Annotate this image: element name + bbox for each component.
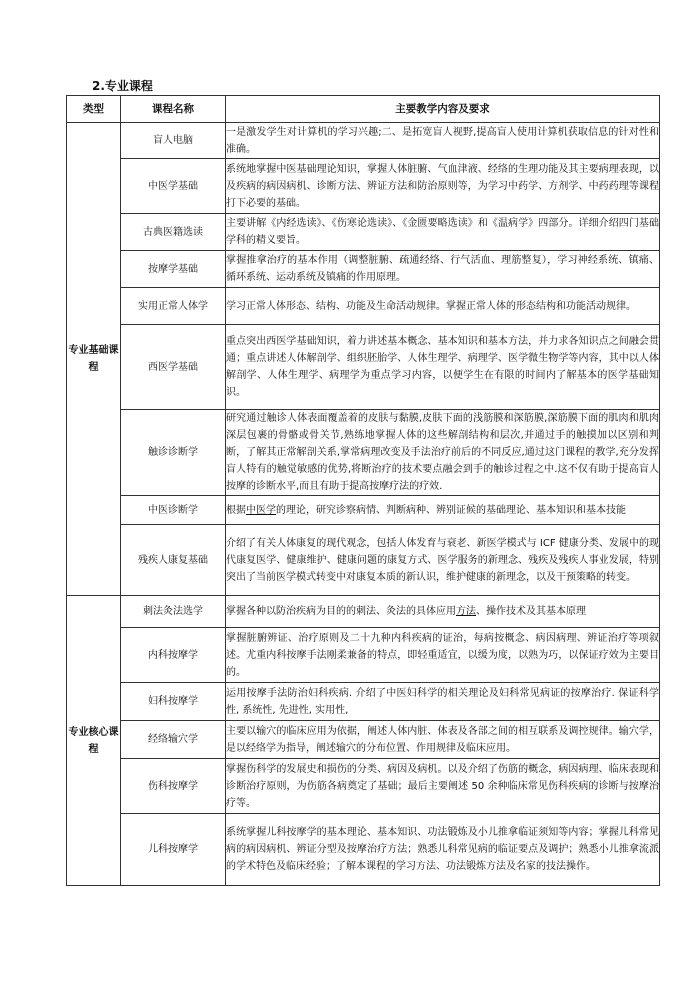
table-row (67, 628, 660, 683)
table-row (67, 288, 660, 325)
course-desc: 一是激发学生对计算机的学习兴趣;二、是拓宽盲人视野,提高盲人使用计算机获取信息的针对性和准确。 (226, 123, 660, 159)
course-table (66, 95, 660, 886)
course-desc: 主要讲解《内经选读》、《伤寒论选读》、《金匮要略选读》和《温病学》四部分。详细介绍四门基础学科的精义要旨。 (226, 214, 660, 251)
header-type: 类型 (67, 96, 121, 123)
course-name: 妇科按摩学 (121, 683, 226, 721)
course-desc: 学习正常人体形态、结构、功能及生命活动规律。掌握正常人体的形态结构和功能活动规律。 (226, 288, 660, 325)
section-title: 2.专业课程 (92, 79, 153, 93)
table-row (67, 214, 660, 251)
course-name: 按摩学基础 (121, 251, 226, 288)
header-course-name: 课程名称 (121, 96, 226, 123)
course-desc: 系统掌握儿科按摩学的基本理论、基本知识、功法锻炼及小儿推拿临证须知等内容；掌握儿科常见病的病因病机、辨证分型及按摩治疗方法；熟悉儿科常见病的临证要点及调护；熟悉小儿推拿流派的学术特色及临床经验；了解本课程的学习方法、功法锻炼方法及名家的技法操作。 (226, 814, 660, 886)
course-name: 中医诊断学 (121, 496, 226, 525)
course-name: 实用正常人体学 (121, 288, 226, 325)
header-content: 主要教学内容及要求 (226, 96, 660, 123)
course-desc (226, 496, 660, 525)
course-desc: 掌握推拿治疗的基本作用（调整脏腑、疏通经络、行气活血、理筋整复），学习神经系统、镇痛、循环系统、运动系统及镇痛的作用原理。 (226, 251, 660, 288)
desc-text: 、操作技术及其基本原理 (476, 606, 586, 617)
course-name: 盲人电脑 (121, 123, 226, 159)
category-cell: 专业核心课程 (67, 596, 121, 886)
table-row (67, 814, 660, 886)
table-row (67, 325, 660, 410)
course-desc: 运用按摩手法防治妇科疾病. 介绍了中医妇科学的相关理论及妇科常见病证的按摩治疗. 保证科学性, 系统性, 先进性, 实用性, (226, 683, 660, 721)
course-desc: 重点突出西医学基础知识，着力讲述基本概念、基本知识和基本方法，并力求各知识点之间融会贯通；重点讲述人体解剖学、组织胚胎学、人体生理学、病理学、医学微生物学等内容，其中以人体解剖学、人体生理学、病理学为重点学习内容，以便学生在有限的时间内了解基本的医学基础知识。 (226, 325, 660, 410)
table-row (67, 251, 660, 288)
course-name: 儿科按摩学 (121, 814, 226, 886)
table-header-row (67, 96, 660, 123)
table-row (67, 596, 660, 628)
course-name: 残疾人康复基础 (121, 525, 226, 596)
course-desc (226, 596, 660, 628)
table-row (67, 759, 660, 814)
course-desc: 主要以输穴的临床应用为依据，阐述人体内脏、体表及各部之间的相互联系及调控规律。输穴学，是以经络学为指导，阐述输穴的分布位置、作用规律及临床应用。 (226, 721, 660, 759)
course-desc: 掌握伤科学的发展史和损伤的分类、病因及病机。以及介绍了伤筋的概念，病因病理、临床表现和诊断治疗原则，为伤筋各病奠定了基础；最后主要阐述 50 余种临床常见伤科疾病的诊断与按摩治疗等。 (226, 759, 660, 814)
course-name: 刺法灸法选学 (121, 596, 226, 628)
course-name: 西医学基础 (121, 325, 226, 410)
desc-text: 根据 (226, 504, 246, 516)
table-row (67, 159, 660, 214)
table-row (67, 525, 660, 596)
category-cell: 专业基础课程 (67, 123, 121, 596)
desc-text: 的理论，研究诊察病情、判断病种、辨别证候的基础理论、基本知识和基本技能 (276, 504, 626, 516)
course-name: 伤科按摩学 (121, 759, 226, 814)
table-row (67, 683, 660, 721)
desc-text: 掌握各种以防治疾病为目的的刺法、灸法的具体应用 (226, 606, 456, 617)
course-name: 中医学基础 (121, 159, 226, 214)
table-row (67, 721, 660, 759)
course-desc: 系统地掌握中医基础理论知识，掌握人体脏腑、气血津液、经络的生理功能及其主要病理表现，以及疾病的病因病机、诊断方法、辨证方法和防治原则等，为学习中药学、方剂学、中药药理等课程打下必要的基础。 (226, 159, 660, 214)
course-desc: 研究通过触诊人体表面覆盖着的皮肤与黏膜,皮肤下面的浅筋膜和深筋膜,深筋膜下面的肌肉和肌肉深层包裹的骨骼或骨关节,熟练地掌握人体的这些解剖结构和层次,并通过手的触摸加以区别和判断，了解其正常解剖关系,掌常病理改变及手法治疗前后的不同反应,通过这门课程的教学,充分发挥盲人特有的触觉敏感的优势,将断治疗的技术要点融会到手的触诊过程之中.这不仅有助于提高盲人按摩的诊断水平,而且有助于提高按摩疗法的疗效. (226, 410, 660, 496)
course-name: 内科按摩学 (121, 628, 226, 683)
course-name: 古典医籍选读 (121, 214, 226, 251)
table-row (67, 123, 660, 159)
course-name: 经络输穴学 (121, 721, 226, 759)
course-name: 触诊诊断学 (121, 410, 226, 496)
course-desc: 介绍了有关人体康复的现代观念，包括人体发育与衰老、新医学模式与 ICF 健康分类、发展中的现代康复医学、健康维护、健康问题的康复方式、医学服务的新理念、残疾及残疾人事业发展，特别突出了当前医学模式转变中对康复本质的新认识，维护健康的新理念，以及干预策略的转变。 (226, 525, 660, 596)
course-desc: 掌握脏腑辨证、治疗原则及二十九种内科疾病的证治，每病按概念、病因病理、辨证治疗等项叙述。尤重内科按摩手法刚柔兼备的特点，即轻重适宜，以缓为度，以熟为巧，以保证疗效为主要目的。 (226, 628, 660, 683)
desc-underlined-term: 方法 (456, 606, 476, 617)
desc-underlined-term: 中医学 (246, 504, 276, 516)
table-row (67, 410, 660, 496)
table-row (67, 496, 660, 525)
